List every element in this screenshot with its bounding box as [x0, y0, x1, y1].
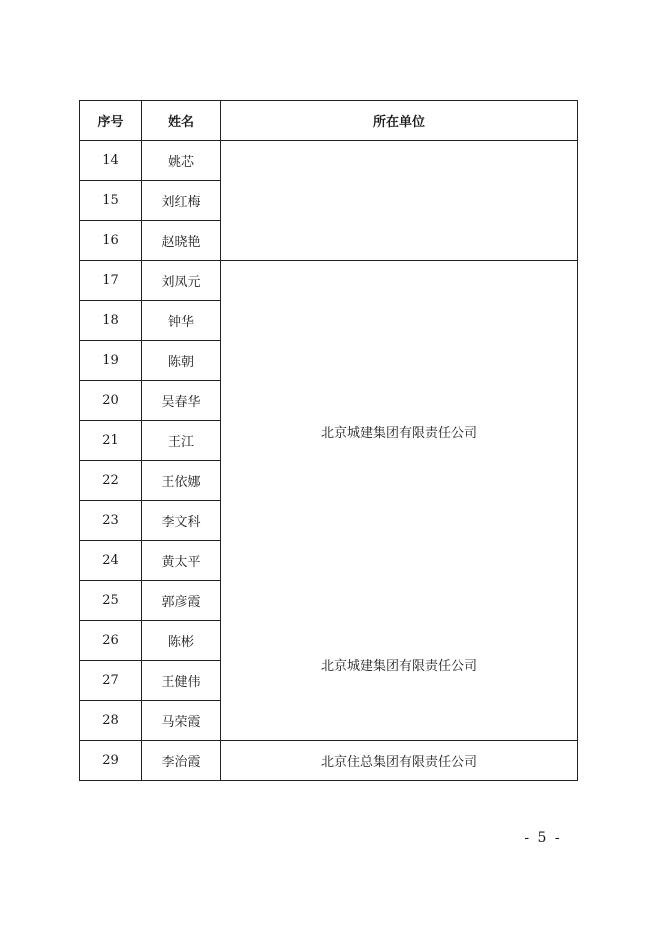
row-name: 王江 [142, 421, 221, 461]
row-name: 姚芯 [142, 141, 221, 181]
row-no: 17 [80, 261, 142, 301]
row-no: 25 [80, 581, 142, 621]
row-name: 刘红梅 [142, 181, 221, 221]
table-header-row [80, 101, 578, 141]
table-row [80, 261, 578, 301]
table-row [80, 141, 578, 181]
row-no: 22 [80, 461, 142, 501]
row-name: 陈彬 [142, 621, 221, 661]
page-number: - 5 - [524, 830, 562, 846]
row-name: 王健伟 [142, 661, 221, 701]
row-no: 29 [80, 741, 142, 781]
unit-cell-group2 [221, 261, 578, 741]
table-row [80, 741, 578, 781]
row-name: 赵晓艳 [142, 221, 221, 261]
row-no: 15 [80, 181, 142, 221]
row-name: 马荣霞 [142, 701, 221, 741]
personnel-table [79, 100, 578, 781]
row-no: 14 [80, 141, 142, 181]
header-no: 序号 [80, 101, 142, 141]
row-no: 16 [80, 221, 142, 261]
row-name: 郭彦霞 [142, 581, 221, 621]
row-no: 24 [80, 541, 142, 581]
unit-text: 北京城建集团有限责任公司 [320, 426, 477, 441]
row-no: 27 [80, 661, 142, 701]
row-no: 26 [80, 621, 142, 661]
row-name: 陈朝 [142, 341, 221, 381]
row-no: 19 [80, 341, 142, 381]
row-no: 21 [80, 421, 142, 461]
row-name: 刘凤元 [142, 261, 221, 301]
row-no: 23 [80, 501, 142, 541]
unit-cell-group3: 北京住总集团有限责任公司 [221, 741, 578, 781]
row-name: 王依娜 [142, 461, 221, 501]
unit-text: 北京城建集团有限责任公司 [320, 659, 477, 674]
row-name: 李文科 [142, 501, 221, 541]
row-no: 18 [80, 301, 142, 341]
header-name: 姓名 [142, 101, 221, 141]
row-name: 李治霞 [142, 741, 221, 781]
row-name: 吴春华 [142, 381, 221, 421]
unit-cell-group1 [221, 141, 578, 261]
row-name: 黄太平 [142, 541, 221, 581]
header-unit: 所在单位 [221, 101, 578, 141]
row-no: 28 [80, 701, 142, 741]
row-no: 20 [80, 381, 142, 421]
row-name: 钟华 [142, 301, 221, 341]
